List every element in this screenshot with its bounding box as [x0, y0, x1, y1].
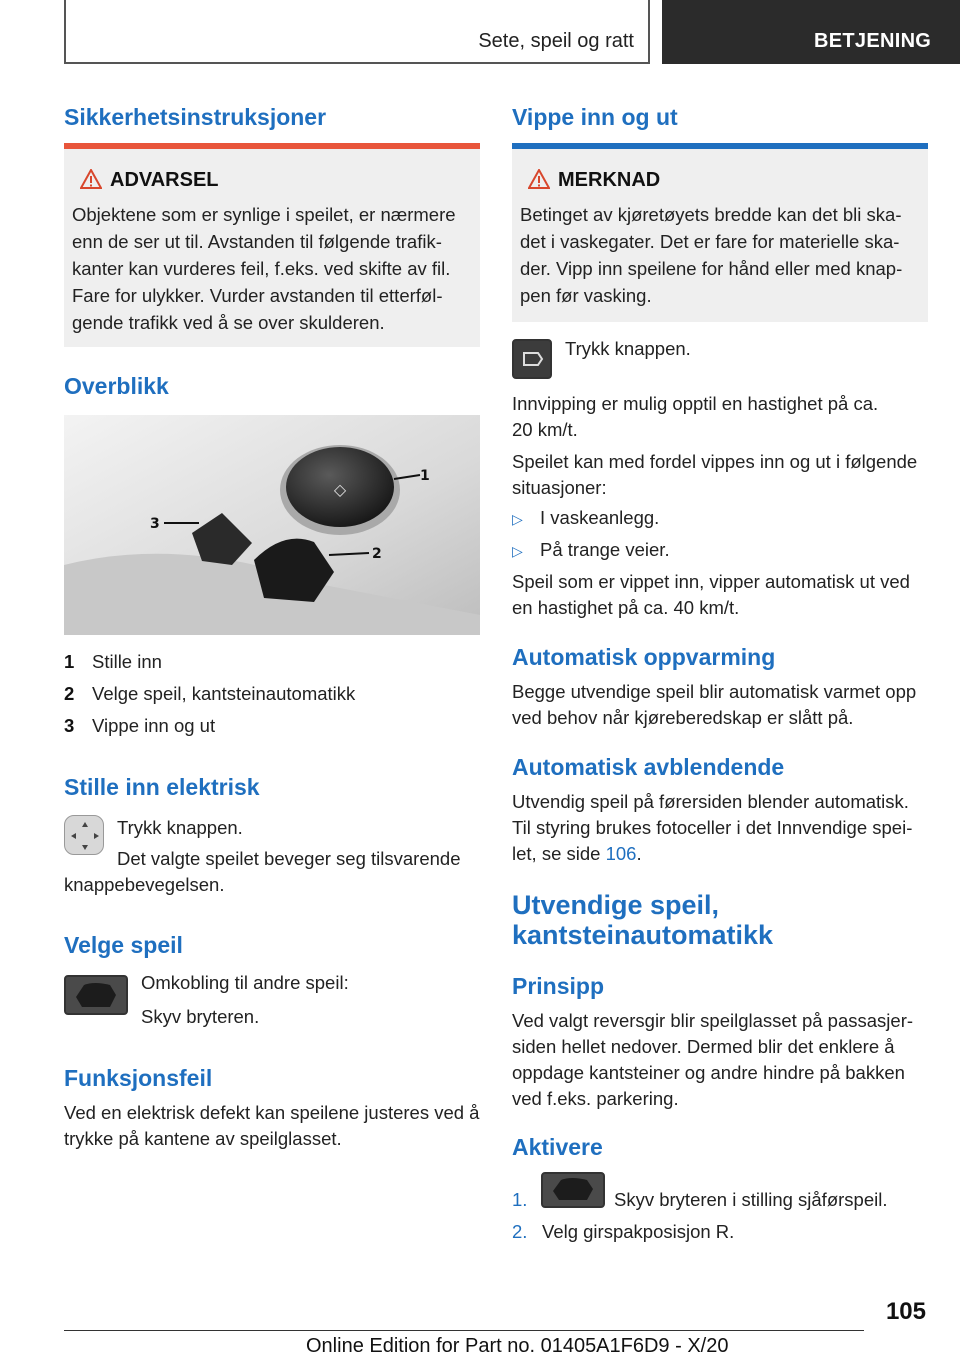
principle-text: Ved valgt reversgir blir speilglasset på passasjersiden hellet nedover. Dermed blir det enklere å oppdage kantsteiner og andre hindre på bakken ved f.eks. parkering. [512, 1010, 914, 1109]
callout-2: 2 [372, 546, 382, 562]
legend-item: 3 Vippe inn og ut [64, 715, 216, 736]
overview-legend [64, 649, 480, 745]
electric-text1: Trykk knappen. [117, 817, 243, 838]
heat-heading: Automatisk oppvarming [512, 644, 776, 670]
select-heading: Velge speil [64, 932, 183, 958]
legend-item: 2 Velge speil, kantsteinautomatikk [64, 683, 356, 704]
dim-text: Utvendig speil på førersiden blender automatisk. Til styring brukes fotoceller i det Innvendige speilet, se side 106. [512, 791, 913, 864]
activate-heading: Aktivere [512, 1134, 603, 1160]
fold-text3: Speil som er vippet inn, vipper automatisk ut ved en hastighet på ca. 40 km/t. [512, 571, 910, 618]
fault-heading: Funksjonsfeil [64, 1065, 213, 1091]
step-item [512, 1187, 542, 1213]
bullet-item: ▷ I vaskeanlegg. [512, 505, 659, 532]
note-title: MERKNAD [558, 169, 661, 191]
footer-edition: Online Edition for Part no. 01405A1F6D9 - X/20 [306, 1335, 729, 1357]
svg-text:◇: ◇ [333, 480, 347, 499]
note-box [512, 149, 928, 322]
footer-divider [64, 1330, 864, 1331]
fault-text: Ved en elektrisk defekt kan speilene justeres ved å trykke på kantene av speilglasset. [64, 1102, 480, 1149]
step-number: 2. [512, 1221, 528, 1242]
principle-heading: Prinsipp [512, 973, 605, 999]
safety-heading: Sikkerhetsinstruksjoner [64, 104, 327, 130]
step-text: Skyv bryteren i stilling sjåførspeil. [614, 1189, 888, 1210]
fold-mirror-button-icon [512, 339, 552, 379]
select-text2: Skyv bryteren. [141, 1006, 260, 1027]
legend-item: 1 Stille inn [64, 651, 162, 672]
step-number: 1. [512, 1189, 528, 1210]
mirror-select-switch-icon [541, 1172, 605, 1208]
fold-text1: Innvipping er mulig opptil en hastighet på ca. 20 km/t. [512, 393, 879, 440]
page-link[interactable]: 106 [605, 843, 637, 864]
callout-3: 3 [150, 516, 160, 532]
warning-text: Objektene som er synlige i speilet, er nærmere enn de ser ut til. Avstanden til følgende trafikkanter kan vurderes feil, f.eks. ved skifte av fil. Fare for ulykker. Vurder avstanden til etterfølgende trafikk ved å se over skulderen. [72, 204, 456, 333]
mirror-controls-photo [64, 415, 480, 635]
warning-icon [80, 169, 102, 189]
note-title-row [520, 169, 920, 195]
header-section-box [64, 0, 650, 64]
dim-heading: Automatisk avblendende [512, 754, 785, 780]
page-number: 105 [885, 1298, 926, 1325]
select-text1: Omkobling til andre speil: [141, 972, 349, 993]
step-text: Velg girspakposisjon R. [542, 1221, 735, 1242]
callout-1: 1 [420, 468, 430, 484]
electric-text2: Det valgte speilet beveger seg tilsvarende knappebevegelsen. [64, 848, 461, 895]
header-chapter-box [662, 0, 960, 64]
fold-heading: Vippe inn og ut [512, 104, 678, 130]
header-section-title: Sete, speil og ratt [478, 30, 634, 52]
step-item [512, 1219, 734, 1245]
mirror-select-switch-icon [64, 975, 128, 1015]
notice-icon [528, 169, 550, 189]
warning-box [64, 149, 480, 347]
curb-heading: Utvendige speil, kantsteinautomatikk [512, 890, 774, 950]
bullet-item: ▷ På trange veier. [512, 537, 670, 564]
header-chapter-title: BETJENING [814, 30, 932, 52]
press-text: Trykk knappen. [565, 338, 691, 359]
overview-heading: Overblikk [64, 373, 169, 399]
fold-text2: Speilet kan med fordel vippes inn og ut i følgende situasjoner: [512, 451, 918, 498]
heat-text: Begge utvendige speil blir automatisk varmet opp ved behov når kjøreberedskap er slått på. [512, 681, 917, 728]
warning-title: ADVARSEL [110, 169, 219, 191]
electric-heading: Stille inn elektrisk [64, 774, 260, 800]
bullet-marker-icon: ▷ [512, 511, 523, 527]
warning-title-row [72, 169, 472, 195]
note-text: Betinget av kjøretøyets bredde kan det bli skadet i vaskegater. Det er fare for materielle skader. Vipp inn speilene for hånd eller med knappen før vasking. [520, 204, 903, 306]
bullet-marker-icon: ▷ [512, 543, 523, 559]
